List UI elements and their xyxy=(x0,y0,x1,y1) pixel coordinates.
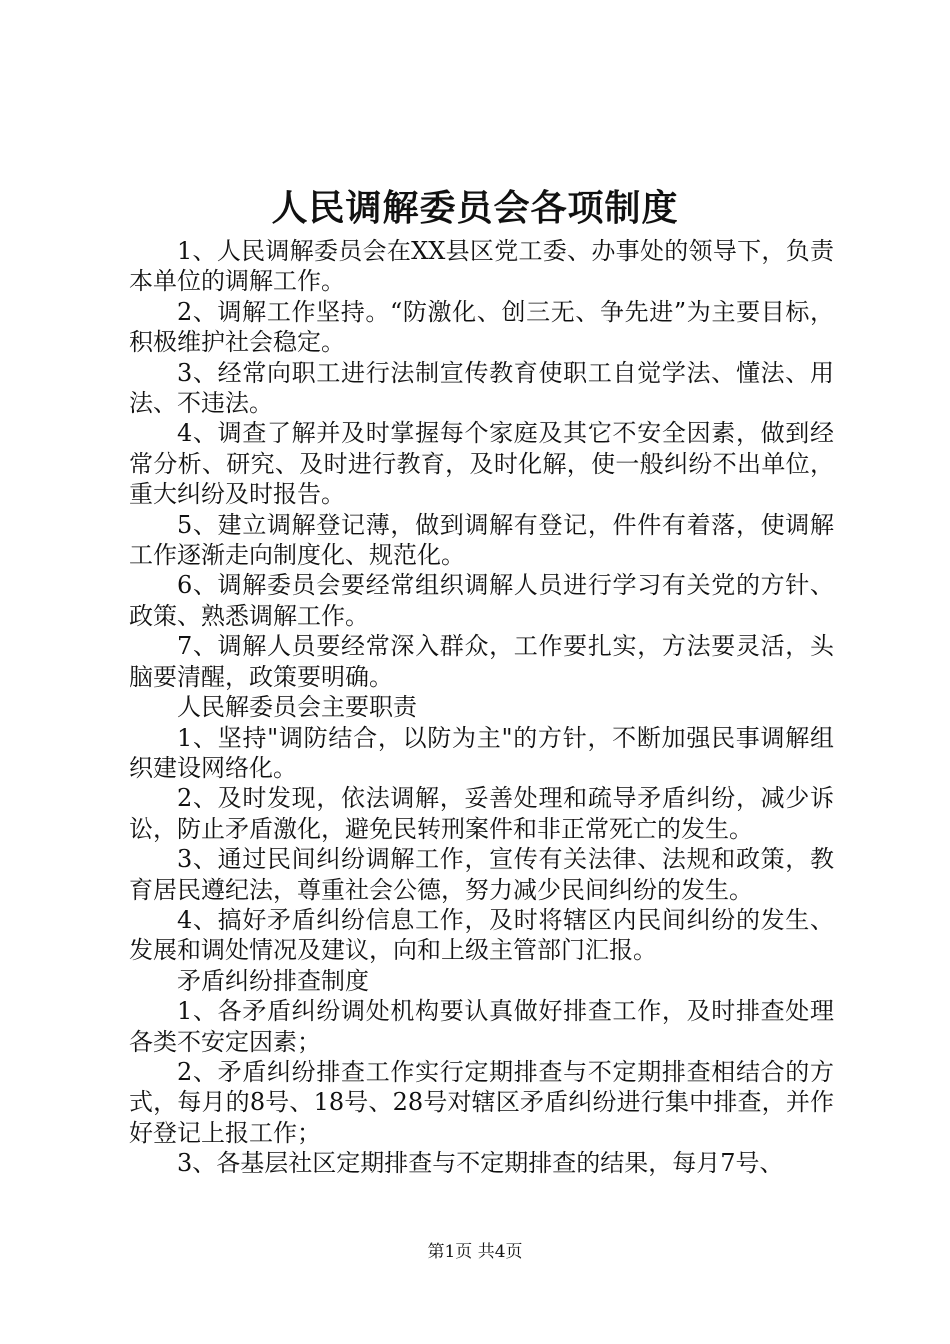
paragraph: 4、调查了解并及时掌握每个家庭及其它不安全因素，做到经常分析、研究、及时进行教育，及时化解，使一般纠纷不出单位，重大纠纷及时报告。 xyxy=(129,419,834,509)
paragraph: 3、通过民间纠纷调解工作，宣传有关法律、法规和政策，教育居民遵纪法，尊重社会公德，努力减少民间纠纷的发生。 xyxy=(129,845,834,904)
paragraph: 2、调解工作坚持。“防激化、创三无、争先进”为主要目标，积极维护社会稳定。 xyxy=(129,297,834,357)
paragraph: 1、坚持"调防结合，以防为主"的方针，不断加强民事调解组织建设网络化。 xyxy=(129,723,834,782)
document-body xyxy=(129,236,834,1179)
paragraph: 5、建立调解登记薄，做到调解有登记，件件有着落，使调解工作逐渐走向制度化、规范化。 xyxy=(129,510,834,570)
document-title: 人民调解委员会各项制度 xyxy=(271,187,679,229)
paragraph: 7、调解人员要经常深入群众，工作要扎实，方法要灵活，头脑要清醒，政策要明确。 xyxy=(129,632,834,691)
paragraph: 3、经常向职工进行法制宣传教育使职工自觉学法、懂法、用法、不违法。 xyxy=(129,358,834,418)
section-heading: 矛盾纠纷排查制度 xyxy=(177,966,369,995)
paragraph: 3、各基层社区定期排查与不定期排查的结果，每月7号、 xyxy=(177,1149,784,1178)
paragraph: 4、搞好矛盾纠纷信息工作，及时将辖区内民间纠纷的发生、发展和调处情况及建议，向和上级主管部门汇报。 xyxy=(129,905,834,965)
paragraph: 1、各矛盾纠纷调处机构要认真做好排查工作，及时排查处理各类不安定因素； xyxy=(129,997,834,1056)
section-heading: 人民解委员会主要职责 xyxy=(177,693,417,722)
paragraph: 6、调解委员会要经常组织调解人员进行学习有关党的方针、政策、熟悉调解工作。 xyxy=(129,571,834,630)
page-footer: 第1页 共4页 xyxy=(427,1242,523,1262)
paragraph: 2、及时发现，依法调解，妥善处理和疏导矛盾纠纷，减少诉讼，防止矛盾激化，避免民转刑案件和非正常死亡的发生。 xyxy=(129,784,834,843)
paragraph: 2、矛盾纠纷排查工作实行定期排查与不定期排查相结合的方式，每月的8号、18号、28号对辖区矛盾纠纷进行集中排查，并作好登记上报工作； xyxy=(129,1057,834,1147)
paragraph: 1、人民调解委员会在XX县区党工委、办事处的领导下，负责本单位的调解工作。 xyxy=(129,237,834,296)
